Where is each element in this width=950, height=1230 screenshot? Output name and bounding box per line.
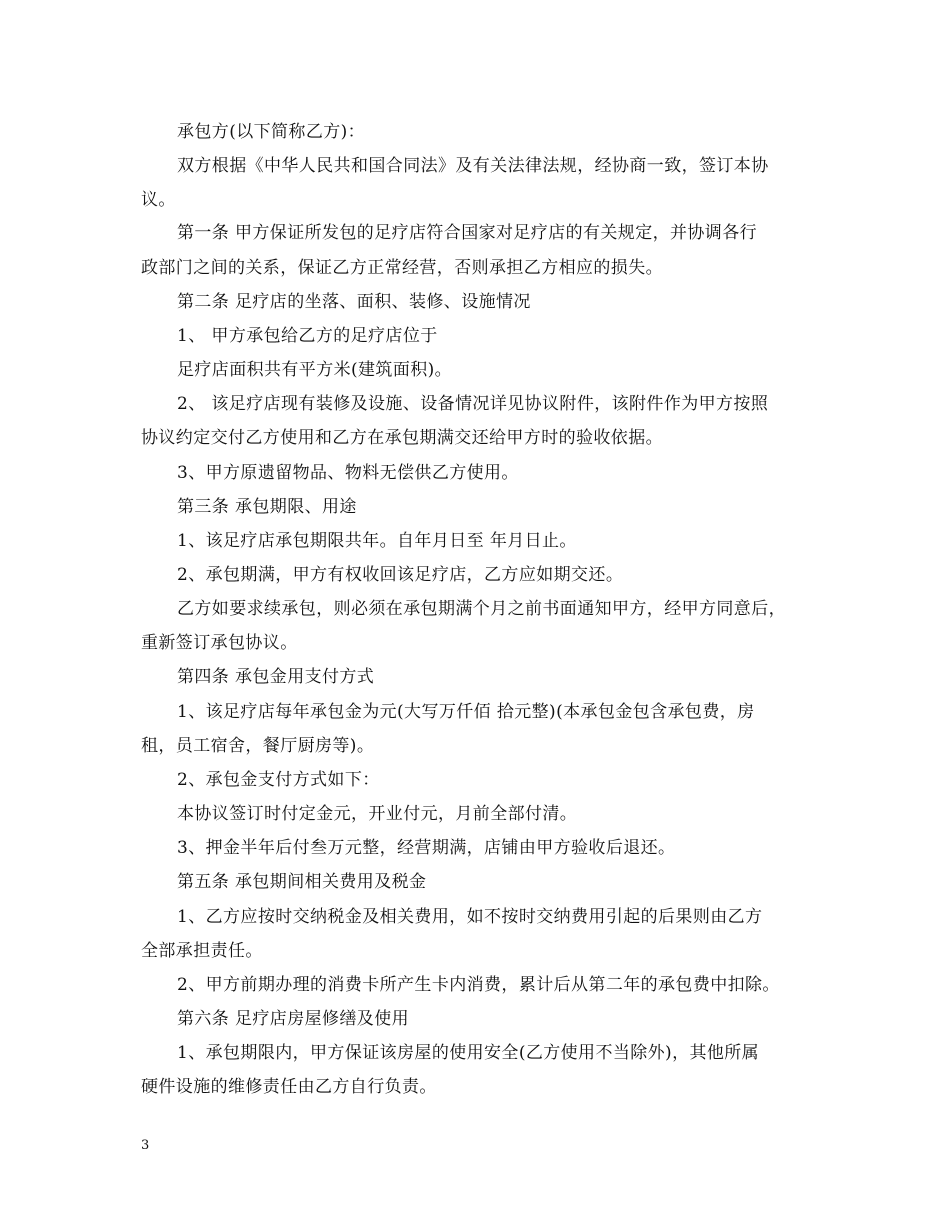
text-line: 重新签订承包协议。 — [141, 633, 298, 653]
text-line: 2、 该足疗店现有装修及设施、设备情况详见协议附件，该附件作为甲方按照 — [177, 394, 769, 414]
text-line: 足疗店面积共有平方米(建筑面积)。 — [177, 360, 453, 380]
text-line: 协议约定交付乙方使用和乙方在承包期满交还给甲方时的验收依据。 — [141, 428, 663, 448]
text-line: 全部承担责任。 — [141, 941, 263, 961]
text-line: 租，员工宿舍，餐厅厨房等)。 — [141, 736, 375, 756]
text-line: 2、甲方前期办理的消费卡所产生卡内消费，累计后从第二年的承包费中扣除。 — [177, 975, 780, 995]
text-line: 2、承包期满，甲方有权收回该足疗店，乙方应如期交还。 — [177, 565, 624, 585]
text-line: 3、押金半年后付叁万元整，经营期满，店铺由甲方验收后退还。 — [177, 838, 676, 858]
text-line: 1、承包期限内，甲方保证该房屋的使用安全(乙方使用不当除外)，其他所属 — [177, 1043, 760, 1063]
page-number: 3 — [141, 1138, 150, 1153]
text-line: 第三条 承包期限、用途 — [177, 497, 357, 517]
text-line: 3、甲方原遗留物品、物料无偿供乙方使用。 — [177, 463, 519, 483]
text-line: 第五条 承包期间相关费用及税金 — [177, 872, 427, 892]
text-line: 政部门之间的关系，保证乙方正常经营，否则承担乙方相应的损失。 — [141, 258, 663, 278]
text-line: 1、该足疗店每年承包金为元(大写万仟佰 拾元整)(本承包金包含承包费，房 — [177, 702, 755, 722]
text-line: 第四条 承包金用支付方式 — [177, 667, 375, 687]
text-line: 议。 — [141, 190, 176, 210]
text-line: 1、该足疗店承包期限共年。自年月日至 年月日止。 — [177, 531, 577, 551]
text-line: 第二条 足疗店的坐落、面积、装修、设施情况 — [177, 292, 531, 312]
text-line: 第一条 甲方保证所发包的足疗店符合国家对足疗店的有关规定，并协调各行 — [177, 223, 758, 243]
text-line: 2、承包金支付方式如下： — [177, 770, 380, 790]
text-line: 硬件设施的维修责任由乙方自行负责。 — [141, 1077, 437, 1097]
text-line: 第六条 足疗店房屋修缮及使用 — [177, 1009, 410, 1029]
text-line: 承包方(以下简称乙方)： — [177, 122, 366, 142]
text-line: 双方根据《中华人民共和国合同法》及有关法律法规，经协商一致，签订本协 — [177, 156, 769, 176]
text-line: 本协议签订时付定金元，开业付元，月前全部付清。 — [177, 804, 578, 824]
text-line: 1、乙方应按时交纳税金及相关费用，如不按时交纳费用引起的后果则由乙方 — [177, 907, 763, 927]
text-line: 1、 甲方承包给乙方的足疗店位于 — [177, 326, 438, 346]
text-line: 乙方如要求续承包，则必须在承包期满个月之前书面通知甲方，经甲方同意后， — [177, 599, 786, 619]
